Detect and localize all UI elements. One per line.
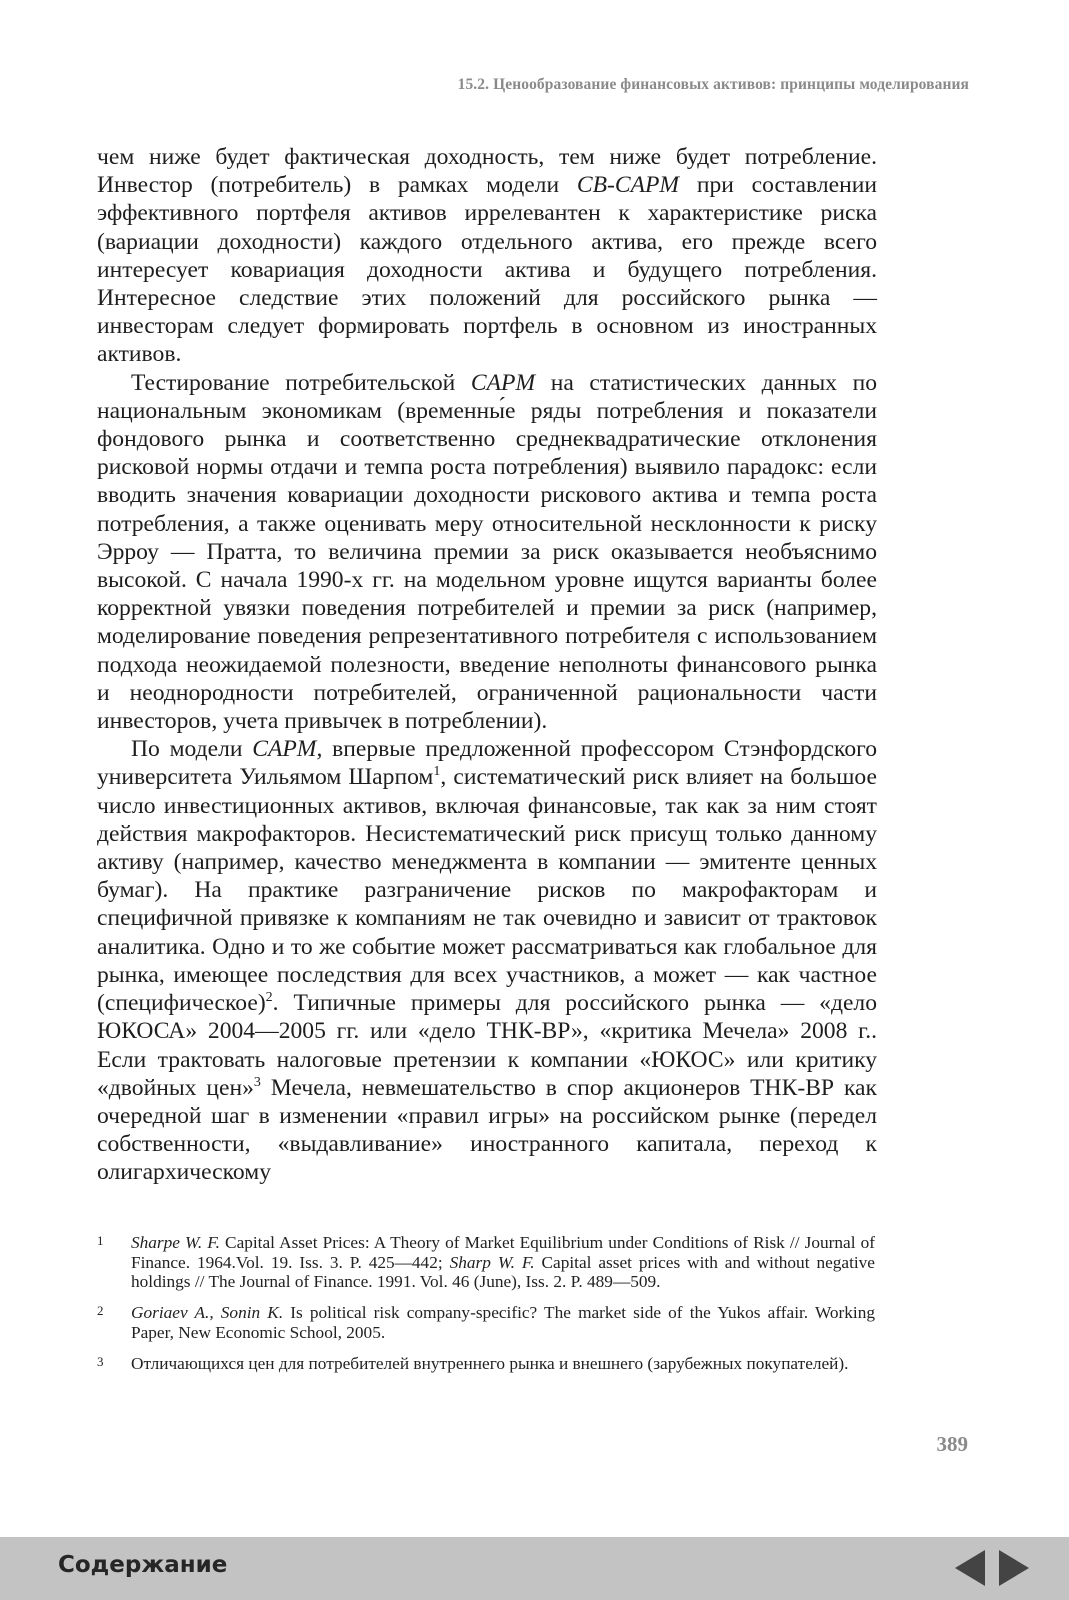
page-number: 389 — [936, 1432, 968, 1456]
paragraph-1: чем ниже будет фактическая доходность, тем ниже будет потребление. Инвестор (потребитель) в рамках модели CB-CAPM при составлении эффективного портфеля активов иррелевантен к характеристике риска (вариации доходности) каждого отдельного актива, его прежде всего интересует ковариация доходности актива и будущего потребления. Интересное следствие этих положений для российского рынка — инвесторам следует формировать портфель в основном из иностранных активов. — [97, 144, 877, 368]
triangle-left-icon — [953, 1547, 987, 1589]
footnote-ref-3[interactable]: 3 — [253, 1074, 261, 1090]
footnote-2 — [97, 1303, 875, 1342]
footnote-number: 3 — [97, 1353, 104, 1369]
footnote-number: 2 — [97, 1303, 104, 1319]
paragraph-3: По модели CAPM, впервые предложенной профессором Стэнфордского университета Уильямом Шарпом$^1$, систематический риск влияет на большое число инвестиционных активов, включая финансовые, так как за ним стоят действия макрофакторов. Несистематический риск присущ только данному активу (например, качество менеджмента в компании — эмитенте ценных бумаг). На практике разграничение рисков по макрофакторам и специфичной привязке к компаниям не так очевидно и зависит от трактовок аналитика. Одно и то же событие может рассматриваться как глобальное для рынка, имеющее последствия для всех участников, а может — как частное (специфическое)$^2$. Типичные примеры для российского рынка — «дело ЮКОСА» 2004—2005 гг. или «дело ТНК-ВР», «критика Мечела» 2008 г.. Если трактовать налоговые претензии к компании «ЮКОС» или критику «двойных цен»$^3$ Мечела, невмешательство в спор акционеров ТНК-ВР как очередной шаг в изменении «правил игры» на российском рынке (передел собственности, «выдавливание» иностранного капитала, переход к олигархическому — [97, 736, 877, 1186]
footnote-3 — [97, 1354, 875, 1374]
paragraph-2: Тестирование потребительской CAPM на статистических данных по национальным экономикам (временны́е ряды потребления и показатели фондового рынка и соответственно среднеквадратические отклонения рисковой нормы отдачи и темпа роста потребления) выявило парадокс: если вводить значения ковариации доходности рискового актива и темпа роста потребления, а также оценивать меру относительной несклонности к риску Эрроу — Пратта, то величина премии за риск оказывается необъяснимо высокой. С начала 1990-х гг. на модельном уровне ищутся варианты более корректной увязки поведения потребителей и премии за риск (например, моделирование поведения репрезентативного потребителя с использованием подхода неожидаемой полезности, введение неполноты финансового рынка и неоднородности потребителей, ограниченной рациональности части инвесторов, учета привычек в потреблении). — [97, 369, 877, 735]
footnote-text: Отличающихся цен для потребителей внутреннего рынка и внешнего (зарубежных покупателей). — [131, 1353, 849, 1373]
contents-link[interactable]: Содержание — [58, 1552, 228, 1578]
main-text — [97, 143, 877, 1187]
previous-page-button[interactable] — [953, 1547, 987, 1589]
footnote-ref-2[interactable]: 2 — [265, 990, 273, 1006]
footnote-text: Sharpe W. F. Capital Asset Prices: A Theory of Market Equilibrium under Conditions of Risk // Journal of Finance. 1964.Vol. 19. Iss. 3. P. 425—442; Sharp W. F. Capital asset prices with and without negative holdings // The Journal of Finance. 1991. Vol. 46 (June), Iss. 2. P. 489—509. — [131, 1233, 875, 1292]
footnote-ref-1[interactable]: 1 — [433, 764, 441, 780]
footnote-1 — [97, 1233, 875, 1292]
footnotes — [97, 1233, 875, 1384]
footnote-text: Goriaev A., Sonin K. Is political risk company-specific? The market side of the Yukos affair. Working Paper, New Economic School, 2005. — [131, 1303, 875, 1342]
next-page-button[interactable] — [997, 1547, 1031, 1589]
triangle-right-icon — [997, 1547, 1031, 1589]
navigation-bar — [0, 1537, 1069, 1600]
running-header: 15.2. Ценообразование финансовых активов: принципы моделирования — [457, 76, 969, 93]
footnote-number: 1 — [97, 1233, 104, 1248]
